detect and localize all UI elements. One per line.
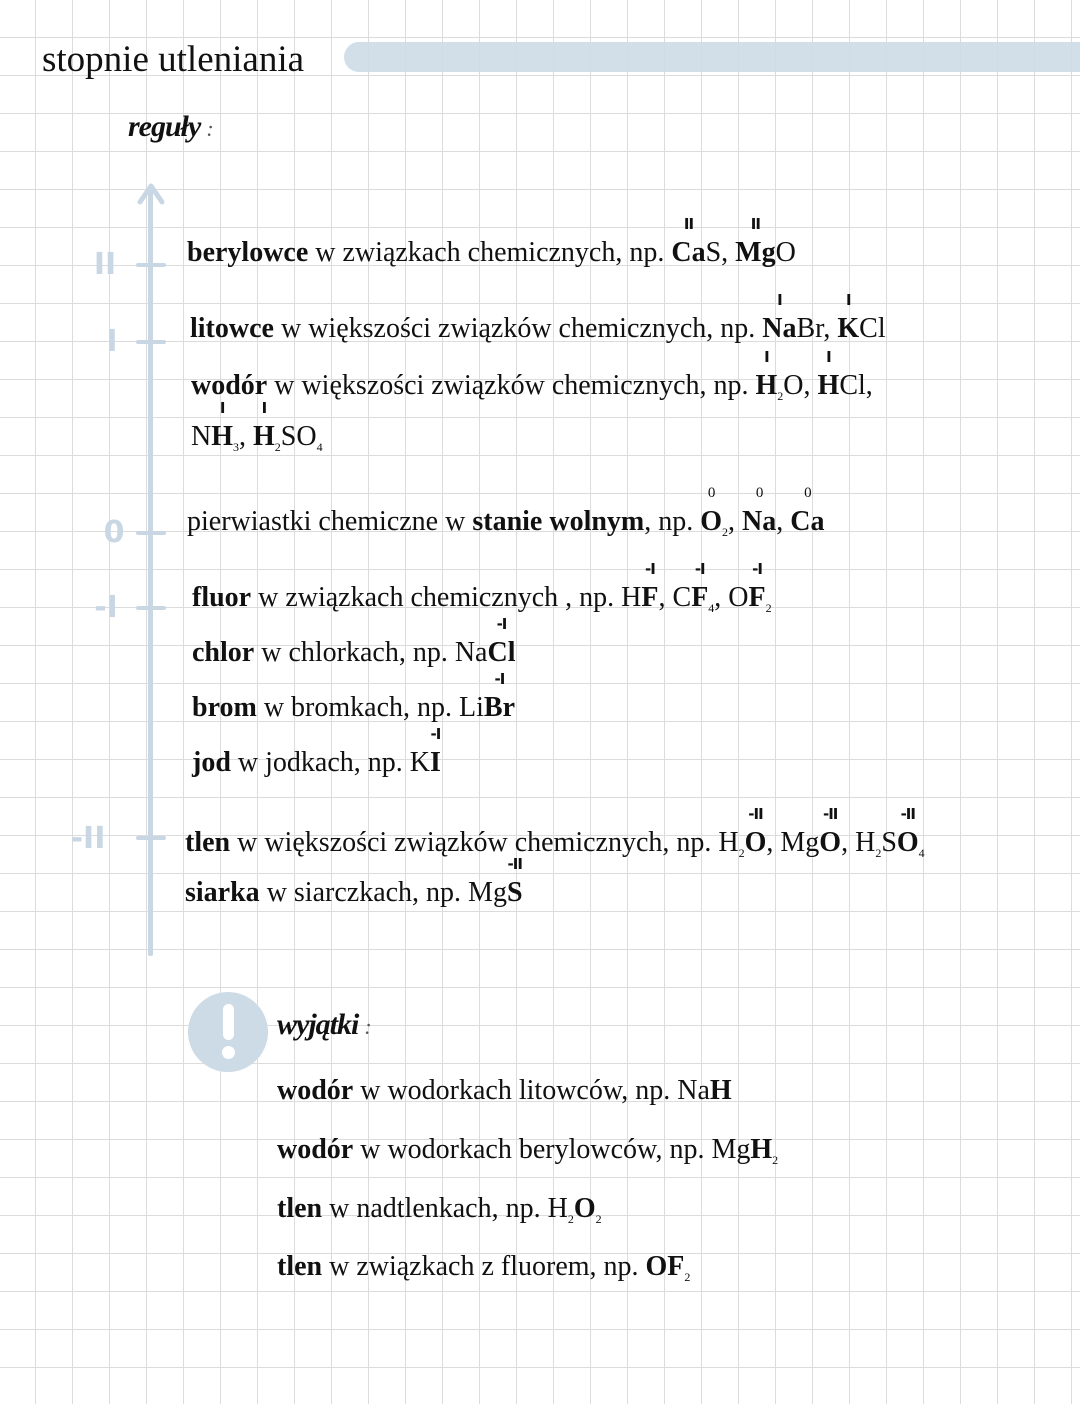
element-symbol: H I xyxy=(211,399,234,452)
element-symbol: H I xyxy=(253,399,275,452)
element-symbol: F -I xyxy=(691,560,709,613)
exception-item xyxy=(277,1135,778,1175)
text-segment: O, xyxy=(783,370,818,401)
rules-colon: : xyxy=(206,116,213,141)
axis-tick xyxy=(136,606,166,610)
oxidation-number: I xyxy=(261,399,267,417)
subscript: 2 xyxy=(274,440,281,454)
axis-label-II: II xyxy=(93,247,117,282)
arrow-up-icon xyxy=(136,180,166,210)
element-symbol: O -II xyxy=(896,805,919,858)
text-segment: w bromkach, np. Li xyxy=(256,692,484,723)
oxidation-number: I xyxy=(826,348,831,366)
text-segment: H xyxy=(709,1075,732,1106)
text-segment: brom xyxy=(192,692,257,723)
exception-item xyxy=(277,1194,602,1234)
text-segment: fluor xyxy=(192,582,252,613)
text-segment: Br, xyxy=(796,313,838,344)
page-title: stopnie utleniania xyxy=(42,39,305,80)
exceptions-heading xyxy=(277,1008,371,1042)
oxidation-number: -II xyxy=(822,805,838,823)
text-segment: stanie wolnym xyxy=(472,506,645,537)
rules-heading xyxy=(128,110,213,144)
subscript: 2 xyxy=(595,1212,602,1226)
text-segment: w nadtlenkach, np. H xyxy=(322,1193,568,1224)
element-symbol: Na 0 xyxy=(742,485,777,537)
exception-item xyxy=(277,1252,690,1292)
rule-litowce xyxy=(190,291,886,344)
text-segment: , H xyxy=(841,827,876,858)
text-segment: w związkach chemicznych, np. xyxy=(308,237,672,268)
rule-jod xyxy=(192,725,441,778)
axis-tick xyxy=(136,263,166,267)
text-segment: siarka xyxy=(185,877,260,908)
text-segment: tlen xyxy=(277,1251,323,1282)
text-segment: w jodkach, np. K xyxy=(230,747,430,778)
oxidation-number: -I xyxy=(752,560,762,578)
oxidation-number: -I xyxy=(430,725,441,743)
text-segment: w związkach z fluorem, np. xyxy=(322,1251,646,1282)
text-segment: w chlorkach, np. Na xyxy=(254,637,488,668)
element-symbol: S -II xyxy=(506,855,523,908)
text-segment: , xyxy=(776,506,791,537)
subscript: 4 xyxy=(316,440,323,454)
text-segment: wodór xyxy=(277,1075,354,1106)
exclamation-icon xyxy=(188,992,268,1072)
element-symbol: F -I xyxy=(641,560,659,613)
exceptions-colon: : xyxy=(364,1014,371,1039)
oxidation-number: 0 xyxy=(755,485,763,501)
element-symbol: H I xyxy=(817,348,840,401)
text-segment: N xyxy=(191,421,212,452)
oxidation-number: -II xyxy=(900,805,915,823)
text-segment: w większości związków chemicznych, np. xyxy=(267,370,756,401)
element-symbol: Na I xyxy=(762,291,797,344)
rule-wodor-cont xyxy=(191,399,323,462)
rule-tlen xyxy=(185,805,925,868)
oxidation-number: II xyxy=(750,215,760,233)
oxidation-number: -II xyxy=(748,805,763,823)
oxidation-number: I xyxy=(219,399,225,417)
text-segment: H xyxy=(750,1134,773,1165)
element-symbol: O -II xyxy=(819,805,842,858)
text-segment: S, xyxy=(705,237,736,268)
text-segment: , Mg xyxy=(766,827,820,858)
subscript: 2 xyxy=(738,846,745,860)
text-segment: OF xyxy=(645,1251,685,1282)
subscript: 2 xyxy=(875,846,882,860)
element-symbol: K I xyxy=(837,291,860,344)
element-symbol: Mg II xyxy=(735,215,776,268)
element-symbol: H I xyxy=(755,348,778,401)
rule-brom xyxy=(192,670,515,723)
text-segment: O xyxy=(775,237,796,268)
rule-siarka xyxy=(185,855,523,908)
exception-item xyxy=(277,1076,732,1106)
element-symbol: I -I xyxy=(429,725,441,778)
subscript: 4 xyxy=(918,846,925,860)
text-segment: berylowce xyxy=(187,237,309,268)
text-segment: , xyxy=(728,506,743,537)
rule-berylowce xyxy=(187,215,796,268)
text-segment: wodór xyxy=(277,1134,354,1165)
text-segment: , xyxy=(239,421,254,452)
oxidation-number: -I xyxy=(645,560,655,578)
text-segment: w większości związków chemicznych, np. H xyxy=(230,827,739,858)
text-segment: w wodorkach berylowców, np. Mg xyxy=(353,1134,751,1165)
text-segment: SO xyxy=(280,421,317,452)
rule-wodor xyxy=(191,348,873,411)
oxidation-axis xyxy=(148,188,153,956)
subscript: 2 xyxy=(777,389,784,403)
text-segment: , C xyxy=(658,582,692,613)
text-segment: litowce xyxy=(190,313,274,344)
element-symbol: F -I xyxy=(748,560,766,613)
subscript: 3 xyxy=(233,440,240,454)
element-symbol: O -II xyxy=(744,805,767,858)
subscript: 2 xyxy=(722,525,729,539)
rule-fluor xyxy=(192,560,772,623)
element-symbol: O 0 xyxy=(700,485,723,537)
axis-label-minus-I: -I xyxy=(94,590,118,625)
oxidation-number: I xyxy=(764,348,769,366)
exceptions-heading-text: wyjątki xyxy=(277,1008,359,1041)
text-segment: S xyxy=(881,827,897,858)
text-segment: O xyxy=(573,1193,596,1224)
rules-heading-text: reguły xyxy=(128,110,201,143)
element-symbol: Ca II xyxy=(671,215,706,268)
oxidation-number: -I xyxy=(496,615,507,633)
oxidation-number: -I xyxy=(694,560,705,578)
oxidation-number: I xyxy=(777,291,782,309)
axis-label-I: I xyxy=(106,324,118,359)
oxidation-number: I xyxy=(845,291,851,309)
text-segment: chlor xyxy=(192,637,255,668)
text-segment: w większości związków chemicznych, np. xyxy=(273,313,763,344)
text-segment: Cl xyxy=(859,313,886,344)
oxidation-number: -II xyxy=(507,855,522,873)
oxidation-number: II xyxy=(683,215,694,233)
subscript: 2 xyxy=(684,1270,691,1284)
subscript: 4 xyxy=(708,601,715,615)
text-segment: wodór xyxy=(191,370,268,401)
text-segment: , np. xyxy=(644,506,701,537)
text-segment: pierwiastki chemiczne w xyxy=(187,506,473,537)
axis-label-0: 0 xyxy=(103,515,125,550)
oxidation-number: 0 xyxy=(804,485,811,501)
subscript: 2 xyxy=(772,1153,779,1167)
text-segment: w siarczkach, np. Mg xyxy=(259,877,507,908)
text-segment: tlen xyxy=(277,1193,323,1224)
element-symbol: Ca 0 xyxy=(790,485,825,537)
text-segment: , O xyxy=(714,582,749,613)
text-segment: w związkach chemicznych , np. H xyxy=(251,582,642,613)
rule-chlor xyxy=(192,615,516,668)
element-symbol: Br -I xyxy=(483,670,515,723)
axis-tick xyxy=(136,836,166,840)
element-symbol: Cl -I xyxy=(487,615,516,668)
oxidation-number: 0 xyxy=(707,485,715,501)
title-decoration-bar xyxy=(344,42,1080,72)
subscript: 2 xyxy=(567,1212,574,1226)
text-segment: jod xyxy=(192,747,231,778)
rule-stan-wolny xyxy=(187,485,825,547)
text-segment: w wodorkach litowców, np. Na xyxy=(353,1075,710,1106)
axis-label-minus-II: -II xyxy=(70,821,106,856)
text-segment: Cl, xyxy=(839,370,873,401)
text-segment: tlen xyxy=(185,827,231,858)
oxidation-number: -I xyxy=(494,670,505,688)
subscript: 2 xyxy=(765,601,772,615)
